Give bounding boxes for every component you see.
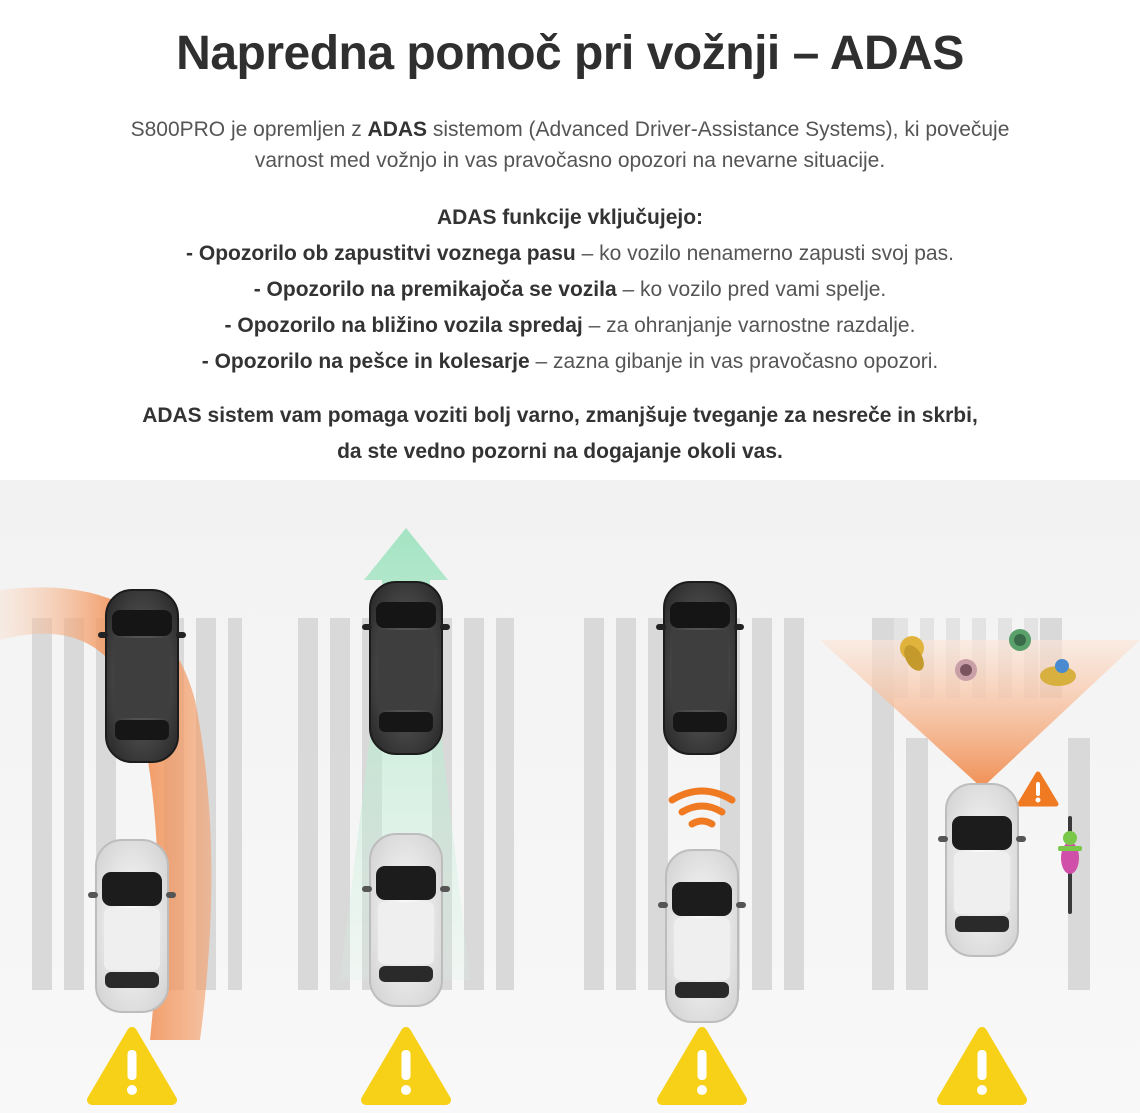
intro-line-2: varnost med vožnjo in vas pravočasno opozori na nevarne situacije. xyxy=(254,149,886,172)
closing-line-2: da ste vedno pozorni na dogajanje okoli vas. xyxy=(337,440,783,463)
adas-illustration xyxy=(0,480,1140,1113)
closing-text xyxy=(60,398,1060,470)
feature-list xyxy=(0,200,1140,380)
car-ahead-dark xyxy=(98,590,186,762)
car-own-white xyxy=(938,784,1026,956)
intro-line-1: S800PRO je opremljen z ADAS sistemom (Advanced Driver-Assistance Systems), ki povečuje xyxy=(130,118,1010,141)
feature-item: - Opozorilo na pešce in kolesarje – zazna gibanje in vas pravočasno opozori. xyxy=(201,350,939,373)
car-own-white xyxy=(362,834,450,1006)
car-own-white xyxy=(88,840,176,1012)
feature-item: - Opozorilo na bližino vozila spredaj – za ohranjanje varnostne razdalje. xyxy=(224,314,916,337)
car-own-white xyxy=(658,850,746,1022)
car-ahead-dark xyxy=(656,582,744,754)
intro-text xyxy=(60,114,1080,176)
feature-item: - Opozorilo ob zapustitvi voznega pasu – ko vozilo nenamerno zapusti svoj pas. xyxy=(186,242,954,265)
feature-heading: ADAS funkcije vključujejo: xyxy=(436,206,704,229)
pedestrian-icon xyxy=(955,659,977,681)
page-title: Napredna pomoč pri vožnji – ADAS xyxy=(176,27,964,80)
feature-item: - Opozorilo na premikajoča se vozila – ko vozilo pred vami spelje. xyxy=(253,278,887,301)
car-ahead-dark xyxy=(362,582,450,754)
adas-bold: ADAS xyxy=(367,118,428,141)
closing-line-1: ADAS sistem vam pomaga voziti bolj varno, zmanjšuje tveganje za nesreče in skrbi, xyxy=(142,404,978,427)
pedestrian-icon xyxy=(1009,629,1031,651)
